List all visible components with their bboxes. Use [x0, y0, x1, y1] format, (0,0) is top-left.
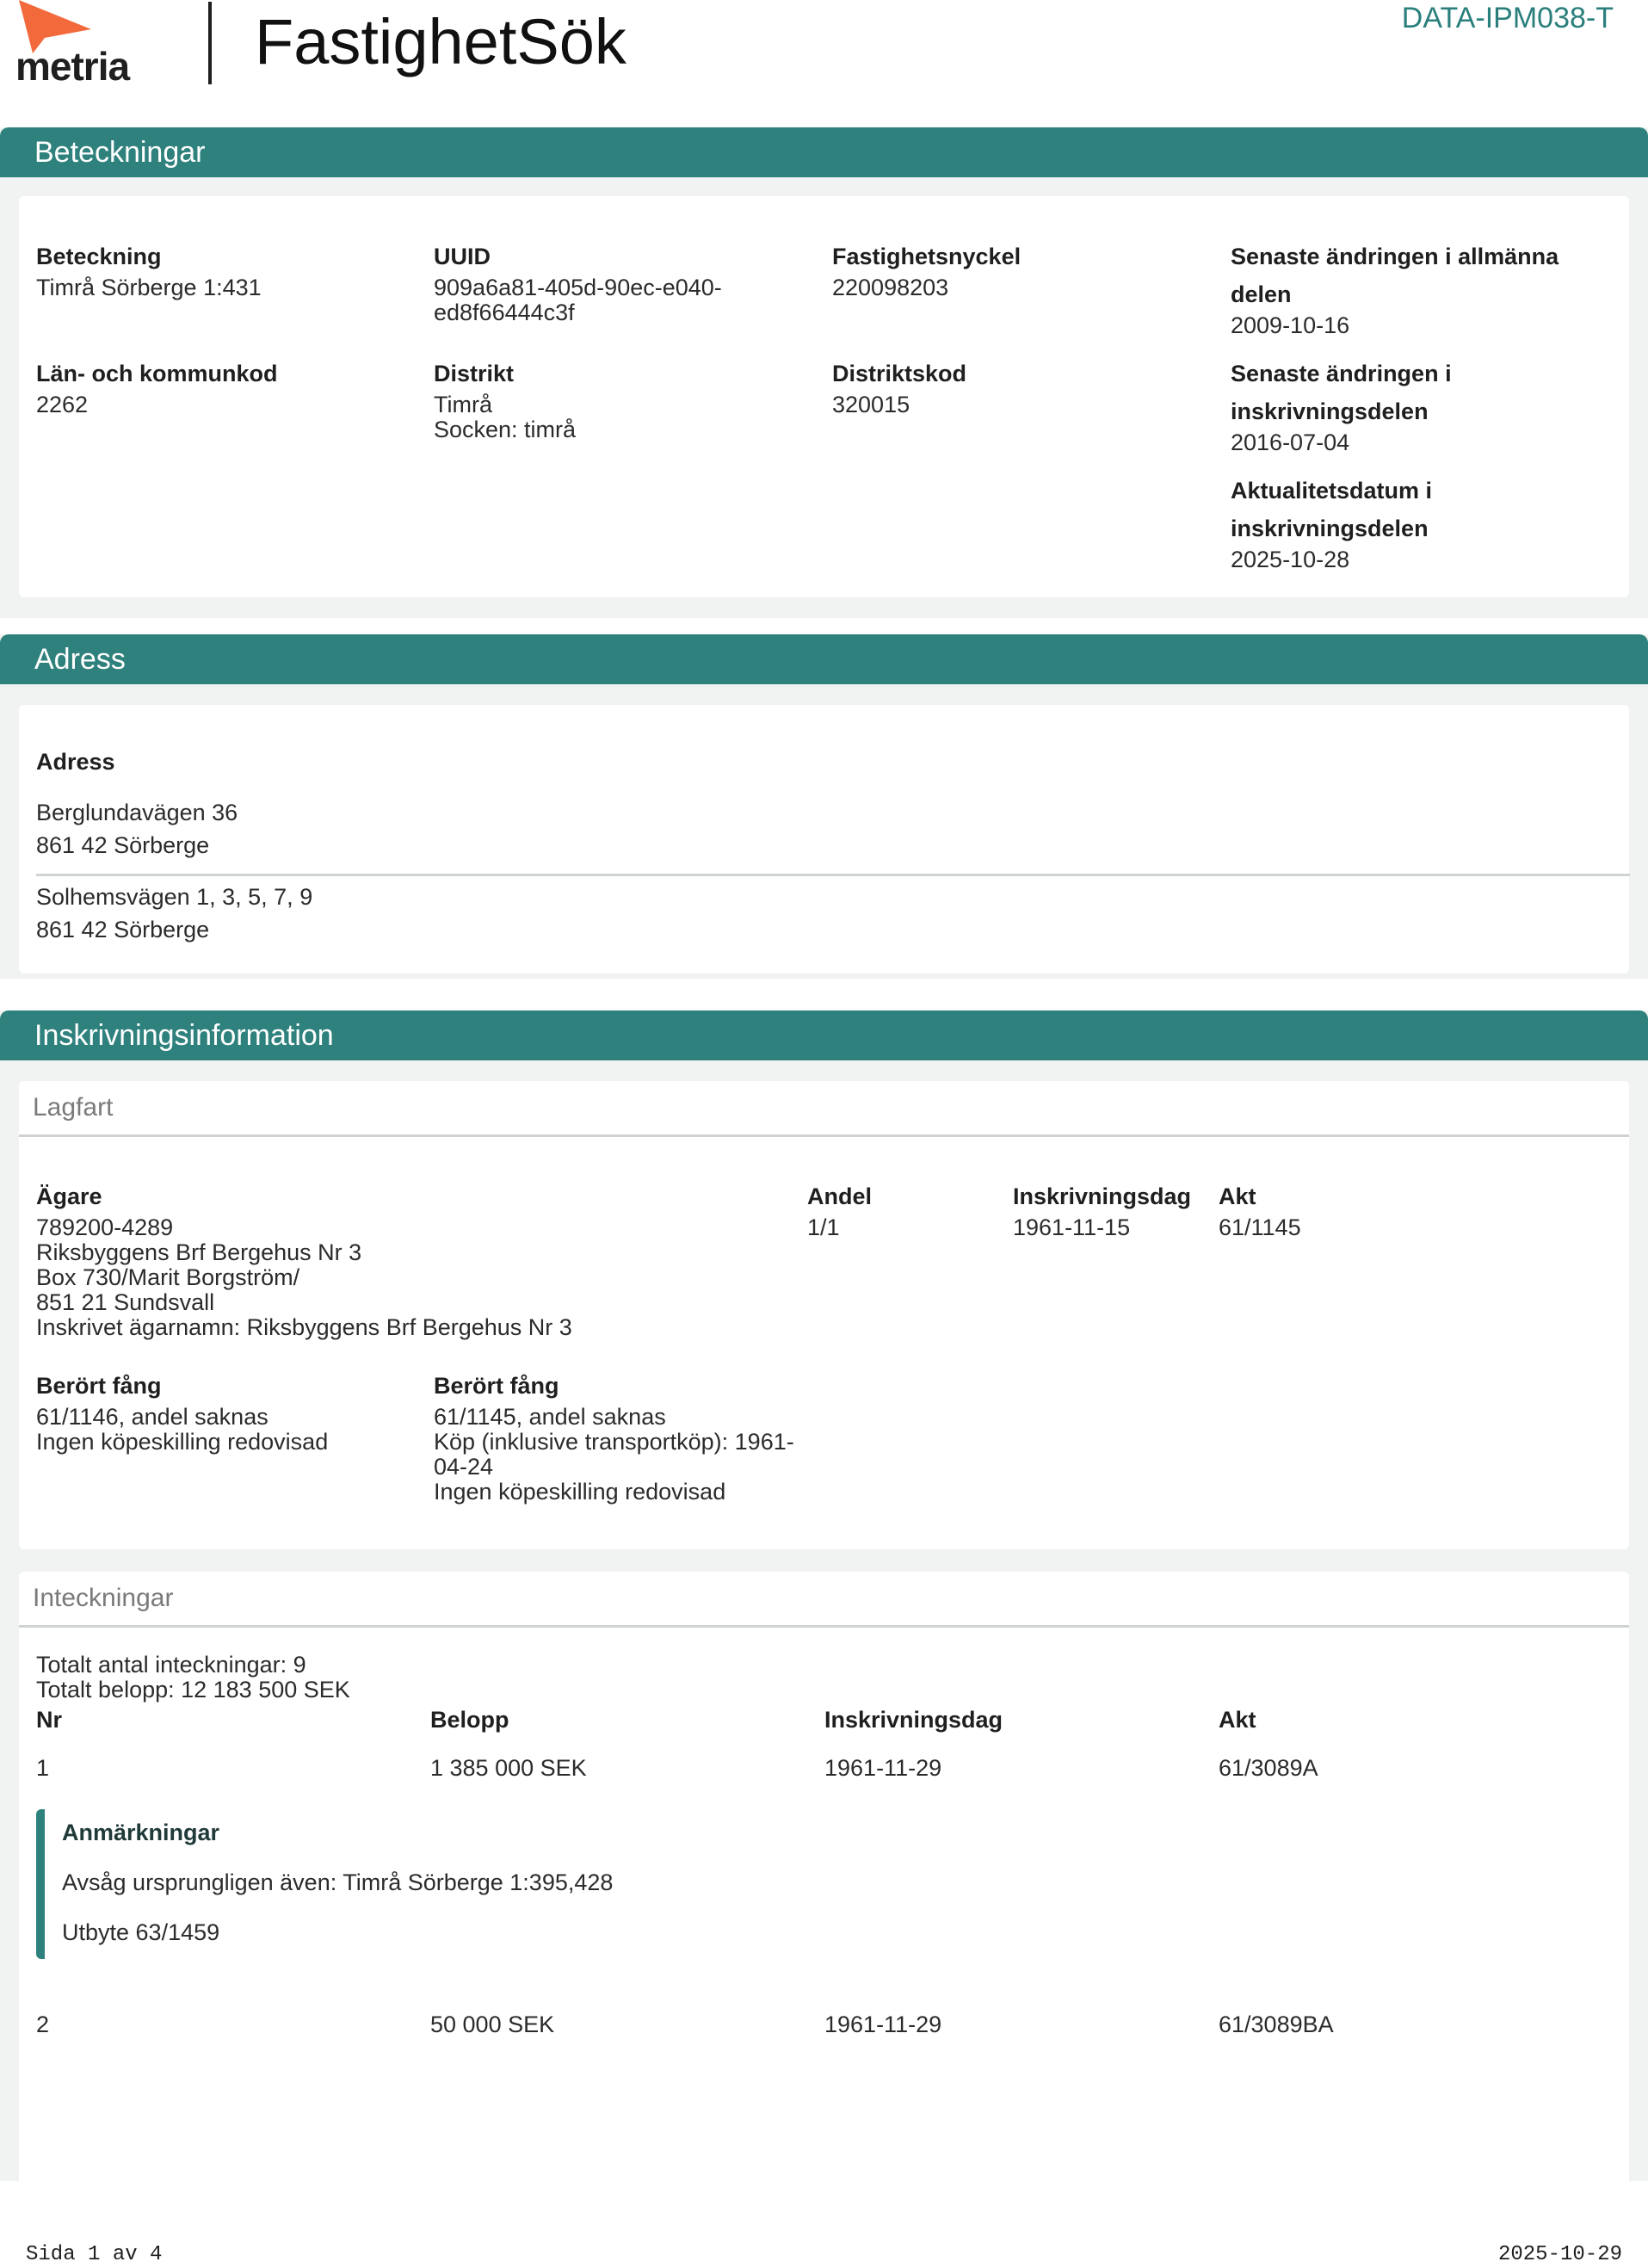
cell-nr: 1: [36, 1755, 50, 1781]
field-inskrivningsdag: [1013, 1177, 1191, 1240]
field-label: Berört fång: [434, 1373, 559, 1399]
table-row: [19, 2012, 1628, 2047]
field-berort-fang: [36, 1367, 328, 1455]
field-value: 1/1: [807, 1214, 840, 1240]
section-beteckningar: [0, 127, 1648, 618]
field-value: Timrå Sörberge 1:431: [36, 275, 262, 300]
cell-akt: 61/3089A: [1219, 1755, 1318, 1781]
adress-label: Adress: [36, 749, 115, 775]
page-number: Sida 1 av 4: [26, 2243, 163, 2266]
field-label: Beteckning: [36, 244, 162, 269]
field-label: Län- och kommunkod: [36, 361, 278, 386]
cell-inskrivningsdag: 1961-11-29: [824, 2012, 942, 2037]
cell-belopp: 1 385 000 SEK: [430, 1755, 587, 1781]
field-value: 61/1145: [1219, 1214, 1301, 1240]
field-distriktskod: [832, 355, 966, 417]
note-title: Anmärkningar: [62, 1820, 220, 1845]
section-title: Adress: [0, 634, 1648, 684]
field-label: UUID: [434, 244, 491, 269]
field-andel: [807, 1177, 872, 1240]
lagfart-card: [19, 1081, 1629, 1549]
column-header-belopp: Belopp: [430, 1707, 509, 1733]
cell-akt: 61/3089BA: [1219, 2012, 1334, 2037]
field-label: Aktualitetsdatum i inskrivningsdelen: [1231, 478, 1433, 541]
cell-belopp: 50 000 SEK: [430, 2012, 555, 2037]
page-header: [0, 0, 1648, 121]
field-value: 1961-11-15: [1013, 1214, 1131, 1240]
field-label: Distriktskod: [832, 361, 967, 386]
field-distrikt: [434, 355, 576, 442]
address-divider: [36, 874, 1630, 876]
field-label: Andel: [807, 1183, 873, 1209]
field-value: 789200-4289 Riksbyggens Brf Bergehus Nr 3 Box 730/Marit Borgström/ 851 21 Sundsvall Inskrivet ägarnamn: Riksbyggens Brf Bergehus Nr 3: [36, 1214, 572, 1340]
inteckningar-summary: Totalt antal inteckningar: 9 Totalt belopp: 12 183 500 SEK: [36, 1652, 350, 1703]
field-value: 320015: [832, 392, 910, 417]
inteckningar-card: [19, 1572, 1629, 2181]
field-senaste-allmanna: [1231, 238, 1609, 338]
field-fastighetsnyckel: [832, 238, 1021, 300]
address-entry: Solhemsvägen 1, 3, 5, 7, 9 861 42 Sörberge: [36, 884, 313, 942]
field-value: Timrå Socken: timrå: [434, 392, 577, 442]
field-beteckning: [36, 238, 262, 300]
field-label: Ägare: [36, 1183, 102, 1209]
note-line: Avsåg ursprungligen även: Timrå Sörberge 1:395,428: [62, 1869, 614, 1895]
field-label: Senaste ändringen i inskrivningsdelen: [1231, 361, 1452, 424]
print-date: 2025-10-29: [1497, 2243, 1622, 2266]
field-akt: [1219, 1177, 1301, 1240]
document-id: DATA-IPM038-T: [1401, 2, 1614, 34]
field-label: Fastighetsnyckel: [832, 244, 1022, 269]
field-label: Inskrivningsdag: [1013, 1183, 1192, 1209]
section-adress: [0, 634, 1648, 979]
address-entry: Berglundavägen 36 861 42 Sörberge: [36, 800, 238, 858]
cell-nr: 2: [36, 2012, 50, 2037]
field-uuid: [434, 238, 722, 325]
column-header-akt: Akt: [1219, 1707, 1256, 1733]
column-header-nr: Nr: [36, 1707, 63, 1733]
field-label: Akt: [1219, 1183, 1256, 1209]
field-value: 2262: [36, 392, 89, 417]
section-title: Beteckningar: [0, 127, 1648, 177]
subsection-title: Inteckningar: [19, 1572, 1629, 1628]
field-senaste-inskrivning: [1231, 355, 1609, 455]
field-berort-fang: [434, 1367, 794, 1505]
column-header-inskrivningsdag: Inskrivningsdag: [824, 1707, 1003, 1733]
note-line: Utbyte 63/1459: [62, 1919, 220, 1945]
field-value: 909a6a81-405d-90ec-e040- ed8f66444c3f: [434, 275, 722, 325]
cell-inskrivningsdag: 1961-11-29: [824, 1755, 942, 1781]
section-inskrivningsinformation: [0, 1010, 1648, 2181]
field-value: 61/1145, andel saknas Köp (inklusive transportköp): 1961- 04-24 Ingen köpeskilling redovisad: [434, 1404, 794, 1505]
field-value: 220098203: [832, 275, 949, 300]
field-label: Distrikt: [434, 361, 515, 386]
field-label: Senaste ändringen i allmänna delen: [1231, 244, 1559, 307]
field-value: 61/1146, andel saknas Ingen köpeskilling redovisad: [36, 1404, 329, 1455]
field-agare: [36, 1177, 572, 1340]
app-title: FastighetSök: [255, 6, 626, 77]
field-aktualitetsdatum: [1231, 472, 1609, 572]
field-value: 2025-10-28: [1231, 547, 1350, 572]
logo-text: metria: [15, 44, 130, 89]
metria-logo: [15, 0, 145, 88]
field-lan-kommunkod: [36, 355, 278, 417]
field-value: 2016-07-04: [1231, 429, 1350, 455]
subsection-title: Lagfart: [19, 1081, 1629, 1137]
beteckningar-card: [19, 196, 1629, 597]
table-row: [19, 1756, 1628, 1790]
adress-card: [19, 705, 1629, 973]
anmarkningar-note: [36, 1809, 1628, 1959]
section-title: Inskrivningsinformation: [0, 1010, 1648, 1060]
field-value: 2009-10-16: [1231, 312, 1350, 338]
header-divider: [208, 2, 212, 84]
field-label: Berört fång: [36, 1373, 162, 1399]
